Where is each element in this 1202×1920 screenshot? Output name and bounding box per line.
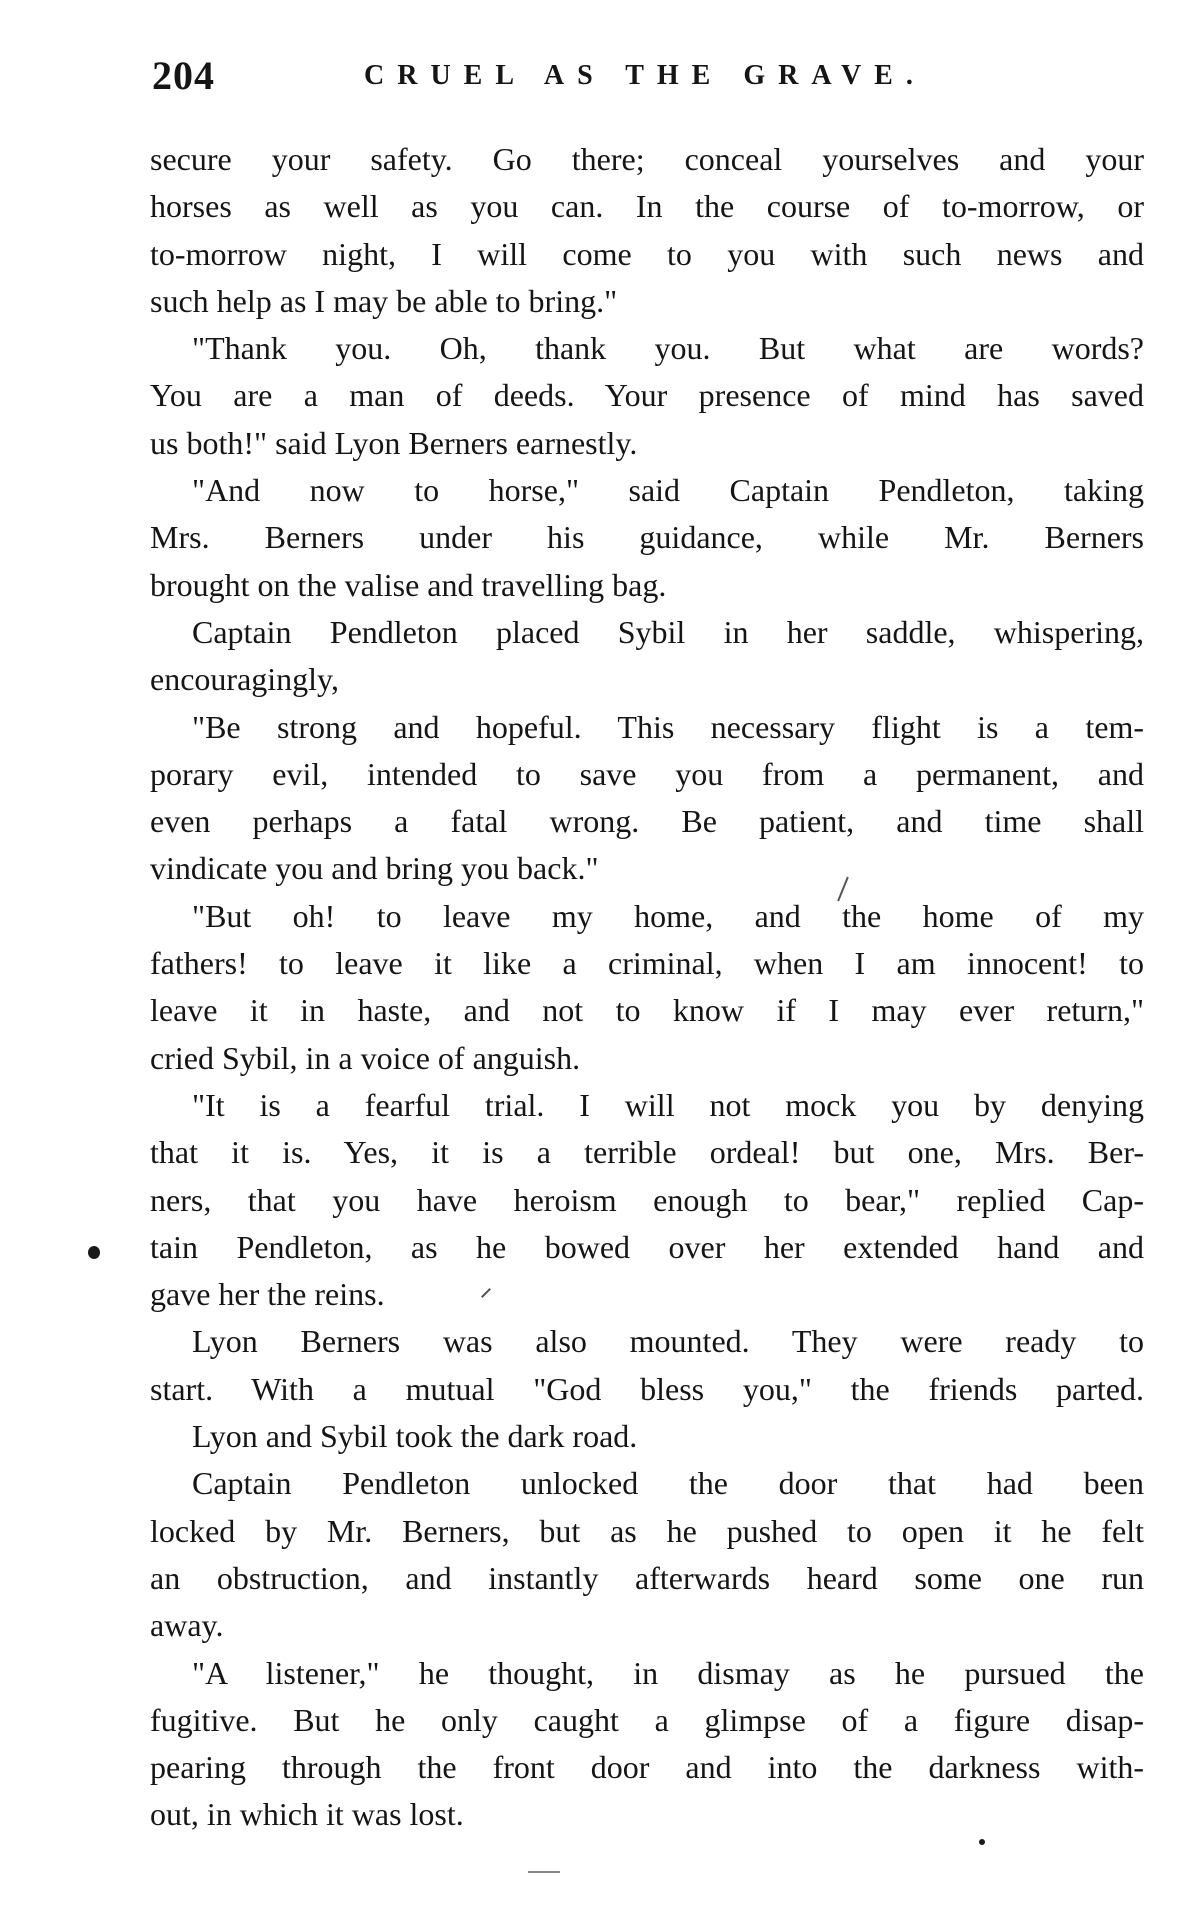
- text-line: ners, that you have heroism enough to bear," replied Cap-: [150, 1181, 1144, 1218]
- text-line: horses as well as you can. In the course of to-morrow, or: [150, 188, 1144, 225]
- text-line: gave her the reins.: [150, 1276, 385, 1313]
- text-line: leave it in haste, and not to know if I may ever return,": [150, 992, 1144, 1029]
- text-line: vindicate you and bring you back.": [150, 850, 599, 887]
- ink-dot-icon: [979, 1839, 985, 1845]
- text-line: Captain Pendleton placed Sybil in her saddle, whispering,: [192, 613, 1144, 650]
- text-line: such help as I may be able to bring.": [150, 282, 618, 319]
- text-line: locked by Mr. Berners, but as he pushed to open it he felt: [150, 1512, 1144, 1549]
- text-line: "Thank you. Oh, thank you. But what are words?: [192, 330, 1144, 367]
- running-head: [152, 46, 1142, 106]
- footer-rule: [528, 1871, 560, 1873]
- text-line: "It is a fearful trial. I will not mock you by denying: [192, 1086, 1144, 1123]
- text-line: an obstruction, and instantly afterwards heard some one run: [150, 1559, 1144, 1596]
- text-line: "Be strong and hopeful. This necessary flight is a tem-: [192, 708, 1144, 745]
- margin-ink-spot-icon: [88, 1246, 100, 1259]
- page-number: 204: [152, 53, 215, 98]
- text-line: Lyon Berners was also mounted. They were ready to: [192, 1323, 1144, 1360]
- text-line: secure your safety. Go there; conceal yourselves and your: [150, 141, 1144, 177]
- text-line: out, in which it was lost.: [150, 1796, 464, 1833]
- text-line: us both!" said Lyon Berners earnestly.: [150, 424, 638, 461]
- text-line: You are a man of deeds. Your presence of mind has saved: [150, 377, 1144, 414]
- text-line: even perhaps a fatal wrong. Be patient, and time shall: [150, 803, 1144, 840]
- text-line: "And now to horse," said Captain Pendleton, taking: [192, 472, 1144, 509]
- text-line: encouragingly,: [150, 661, 339, 698]
- text-line: porary evil, intended to save you from a permanent, and: [150, 755, 1144, 792]
- running-title: CRUEL AS THE GRAVE.: [364, 60, 926, 91]
- text-line: fathers! to leave it like a criminal, when I am innocent! to: [150, 945, 1144, 982]
- text-line: Captain Pendleton unlocked the door that had been: [192, 1465, 1144, 1502]
- text-line: "But oh! to leave my home, and the home of my: [192, 897, 1144, 934]
- text-line: fugitive. But he only caught a glimpse of a figure disap-: [150, 1701, 1144, 1738]
- text-line: cried Sybil, in a voice of anguish.: [150, 1039, 581, 1076]
- text-line: start. With a mutual "God bless you," the friends parted.: [150, 1370, 1144, 1407]
- text-line: Lyon and Sybil took the dark road.: [192, 1418, 638, 1455]
- body-text: [150, 136, 1144, 1839]
- text-line: that it is. Yes, it is a terrible ordeal! but one, Mrs. Ber-: [150, 1134, 1144, 1171]
- text-line: to-morrow night, I will come to you with such news and: [150, 235, 1144, 272]
- text-line: tain Pendleton, as he bowed over her extended hand and: [150, 1228, 1144, 1265]
- text-line: brought on the valise and travelling bag.: [150, 566, 667, 603]
- text-line: Mrs. Berners under his guidance, while Mr. Berners: [150, 519, 1144, 556]
- text-line: "A listener," he thought, in dismay as he pursued the: [192, 1654, 1144, 1691]
- text-line: away.: [150, 1607, 224, 1644]
- text-line: pearing through the front door and into the darkness with-: [150, 1749, 1144, 1786]
